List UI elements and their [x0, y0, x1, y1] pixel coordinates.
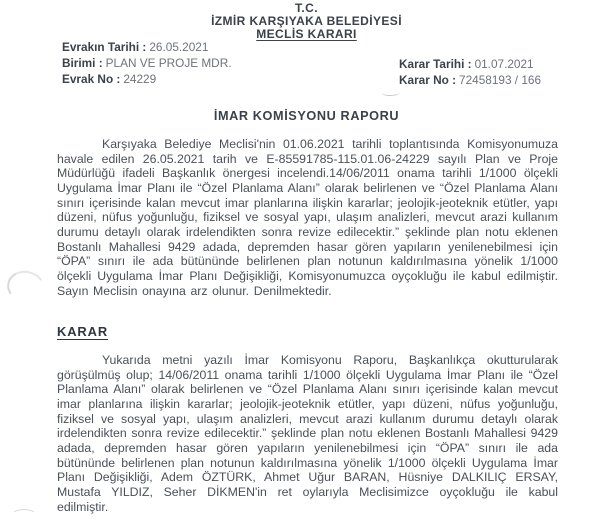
birimi-label: Birimi :: [62, 55, 103, 70]
document-type-title: MECLİS KARARI: [256, 26, 357, 41]
decision-paragraph: Yukarıda metni yazılı İmar Komisyonu Raporu, Başkanlıkça okutturularak görüşülmüş olup; 14/06/2011 onama tarihli 1/1000 ölçekli Uygulama İmar Planı ile “Özel Planlama Alanı” olarak belirlenen ve “Özel Planlama Alanı sınırı içerisinde kalan mevcut imar planlarına ilişkin kararlar; jeolojik-jeoteknik etütler, yapı düzeni, nüfus yoğunluğu, fiziksel ve sosyal yapı, ulaşım analizleri, mevcut arazi kullanım durumu detaylı olarak irdelendikten sonra revize edilecektir.” şeklinde plan notu eklenen Bostanlı Mahallesi 9429 adada, depremden hasar gören yapıların yenilenebilmesi için “ÖPA” sınırı ile ada bütününde belirlenen plan notunun kaldırılmasına yönelik 1/1000 ölçekli Uygulama İmar Planı Değişikliği, Adem ÖZTÜRK, Ahmet Uğur BARAN, Hüsniye DALKILIÇ ERSAY, Mustafa YILDIZ, Seher DİKMEN'in ret oylarıyla Meclisimizce oyçokluğu ile kabul edilmiştir.: [57, 353, 558, 514]
birimi-value: PLAN VE PROJE MDR.: [105, 55, 232, 70]
meta-row-karar-tarihi: [399, 56, 541, 72]
karar-no-value: 72458193 / 166: [459, 73, 542, 88]
document-letterhead: [0, 2, 613, 40]
evrak-no-value: 24229: [123, 71, 157, 86]
commission-report-title: İMAR KOMİSYONU RAPORU: [213, 109, 400, 123]
meta-row-evrak-no: [62, 72, 232, 88]
evrak-tarihi-value: 26.05.2021: [149, 40, 209, 54]
meta-row-evrak-tarihi: [62, 40, 232, 56]
karar-tarihi-label: Karar Tarihi :: [399, 57, 472, 71]
evrak-tarihi-label: Evrakın Tarihi :: [62, 40, 147, 54]
decision-section-title: KARAR: [57, 324, 109, 339]
meta-row-birimi: [62, 56, 232, 72]
meta-row-karar-no: [399, 72, 541, 88]
scan-artifact-curve-bottom: [11, 509, 37, 521]
municipality-title: İZMİR KARŞIYAKA BELEDİYESİ: [211, 13, 402, 28]
document-meta-right: [399, 56, 541, 88]
scan-artifact-dash: [382, 90, 400, 97]
document-meta-left: [62, 40, 232, 88]
scan-artifact-curve: [4, 267, 49, 307]
commission-report-paragraph: Karşıyaka Belediye Meclisi'nin 01.06.2021 tarihli toplantısında Komisyonumuza havale edilen 26.05.2021 tarih ve E-85591785-115.01.06-24229 sayılı Plan ve Proje Müdürlüğü ifadeli Başkanlık önergesi incelendi.14/06/2011 onama tarihli 1/1000 ölçekli Uygulama İmar Planı ile “Özel Planlama Alanı” olarak belirlenen ve “Özel Planlama Alanı sınırı içerisinde kalan mevcut imar planlarına ilişkin kararlar; jeolojik-jeoteknik etütler, yapı düzeni, nüfus yoğunluğu, fiziksel ve sosyal yapı, ulaşım analizleri, mevcut arazi kullanım durumu detaylı olarak irdelendikten sonra revize edilecektir.” şeklinde plan notu eklenen Bostanlı Mahallesi 9429 adada, depremden hasar gören yapıların yenilenebilmesi için “ÖPA” sınırı ile ada bütününde belirlenen plan notunun kaldırılmasına yönelik 1/1000 ölçekli Uygulama İmar Planı Değişikliği, Komisyonumuzca oyçokluğu ile kabul edilmiştir. Sayın Meclisin onayına arz olunur. Denilmektedir.: [57, 137, 558, 298]
republic-title: T.C.: [295, 1, 318, 15]
karar-tarihi-value: 01.07.2021: [474, 57, 534, 71]
evrak-no-label: Evrak No :: [62, 71, 121, 86]
karar-no-label: Karar No :: [399, 73, 457, 88]
